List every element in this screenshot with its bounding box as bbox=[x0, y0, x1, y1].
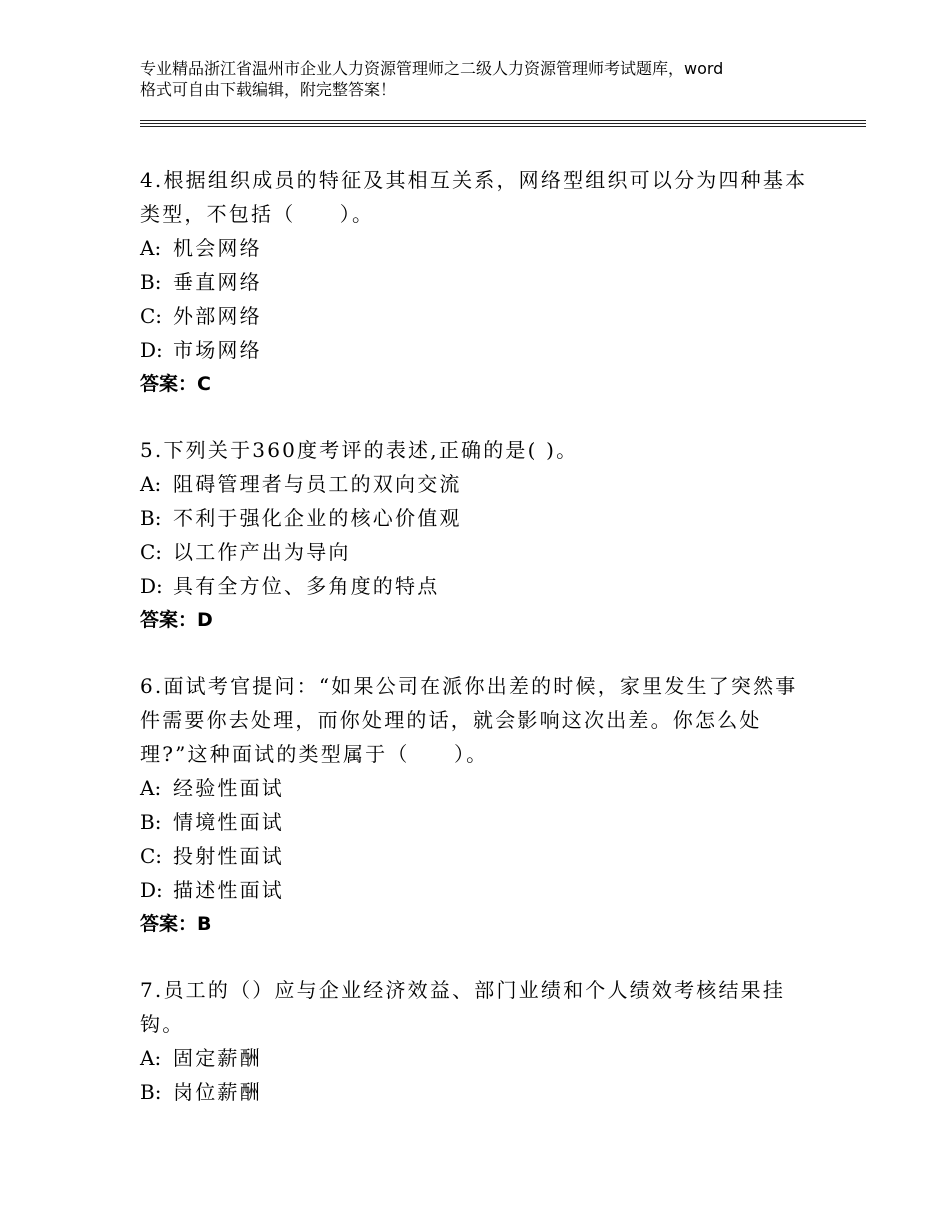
answer-text: 答案：B bbox=[140, 913, 212, 935]
answer-text: 答案：C bbox=[140, 373, 211, 395]
option-text: 外部网络 bbox=[173, 304, 262, 328]
option-b bbox=[140, 501, 820, 535]
header-divider bbox=[140, 126, 866, 127]
stem-line: 4.根据组织成员的特征及其相互关系，网络型组织可以分为四种基本 bbox=[140, 168, 808, 192]
option-label: B: bbox=[140, 270, 162, 294]
answer-text: 答案：D bbox=[140, 609, 213, 631]
question-stem bbox=[140, 433, 820, 467]
option-text: 市场网络 bbox=[173, 338, 262, 362]
option-label: D: bbox=[140, 574, 163, 598]
option-text: 经验性面试 bbox=[173, 776, 284, 800]
option-a bbox=[140, 1041, 820, 1075]
option-text: 以工作产出为导向 bbox=[173, 540, 351, 564]
option-text: 投射性面试 bbox=[173, 844, 284, 868]
header-line-2: 格式可自由下载编辑，附完整答案！ bbox=[140, 80, 397, 99]
stem-line: 类型，不包括（ ）。 bbox=[140, 202, 375, 226]
stem-line: 钩。 bbox=[140, 1012, 185, 1036]
question-stem bbox=[140, 973, 820, 1041]
header-line-1: 专业精品浙江省温州市企业人力资源管理师之二级人力资源管理师考试题库，word bbox=[140, 59, 724, 78]
option-label: C: bbox=[140, 304, 163, 328]
option-label: C: bbox=[140, 844, 163, 868]
option-label: B: bbox=[140, 1080, 162, 1104]
option-d bbox=[140, 873, 820, 907]
option-c bbox=[140, 535, 820, 569]
option-label: B: bbox=[140, 810, 162, 834]
stem-line: 5.下列关于360度考评的表述,正确的是( )。 bbox=[140, 438, 579, 462]
option-d bbox=[140, 569, 820, 603]
option-text: 具有全方位、多角度的特点 bbox=[173, 574, 440, 598]
option-a bbox=[140, 771, 820, 805]
stem-line: 件需要你去处理，而你处理的话，就会影响这次出差。你怎么处 bbox=[140, 708, 762, 732]
option-label: D: bbox=[140, 878, 163, 902]
header-divider bbox=[140, 123, 866, 124]
option-text: 描述性面试 bbox=[173, 878, 284, 902]
stem-line: 7.员工的（）应与企业经济效益、部门业绩和个人绩效考核结果挂 bbox=[140, 978, 786, 1002]
option-d bbox=[140, 333, 820, 367]
option-text: 岗位薪酬 bbox=[173, 1080, 262, 1104]
option-label: C: bbox=[140, 540, 163, 564]
option-b bbox=[140, 1075, 820, 1109]
option-b bbox=[140, 265, 820, 299]
option-text: 垂直网络 bbox=[173, 270, 262, 294]
option-label: B: bbox=[140, 506, 162, 530]
question-6 bbox=[140, 669, 820, 941]
document-header bbox=[140, 58, 840, 100]
option-c bbox=[140, 299, 820, 333]
question-list bbox=[140, 163, 820, 1141]
stem-line: 理?”这种面试的类型属于（ ）。 bbox=[140, 742, 489, 766]
option-label: A: bbox=[140, 472, 162, 496]
option-text: 机会网络 bbox=[173, 236, 262, 260]
option-text: 阻碍管理者与员工的双向交流 bbox=[173, 472, 462, 496]
option-label: A: bbox=[140, 1046, 162, 1070]
question-stem bbox=[140, 163, 820, 231]
question-7 bbox=[140, 973, 820, 1109]
option-label: A: bbox=[140, 236, 162, 260]
option-text: 情境性面试 bbox=[173, 810, 284, 834]
option-a bbox=[140, 231, 820, 265]
option-a bbox=[140, 467, 820, 501]
question-5 bbox=[140, 433, 820, 637]
question-stem bbox=[140, 669, 820, 771]
header-divider bbox=[140, 120, 866, 121]
option-text: 不利于强化企业的核心价值观 bbox=[173, 506, 462, 530]
option-text: 固定薪酬 bbox=[173, 1046, 262, 1070]
stem-line: 6.面试考官提问：“如果公司在派你出差的时候，家里发生了突然事 bbox=[140, 674, 798, 698]
option-label: A: bbox=[140, 776, 162, 800]
option-c bbox=[140, 839, 820, 873]
option-label: D: bbox=[140, 338, 163, 362]
option-b bbox=[140, 805, 820, 839]
question-4 bbox=[140, 163, 820, 401]
